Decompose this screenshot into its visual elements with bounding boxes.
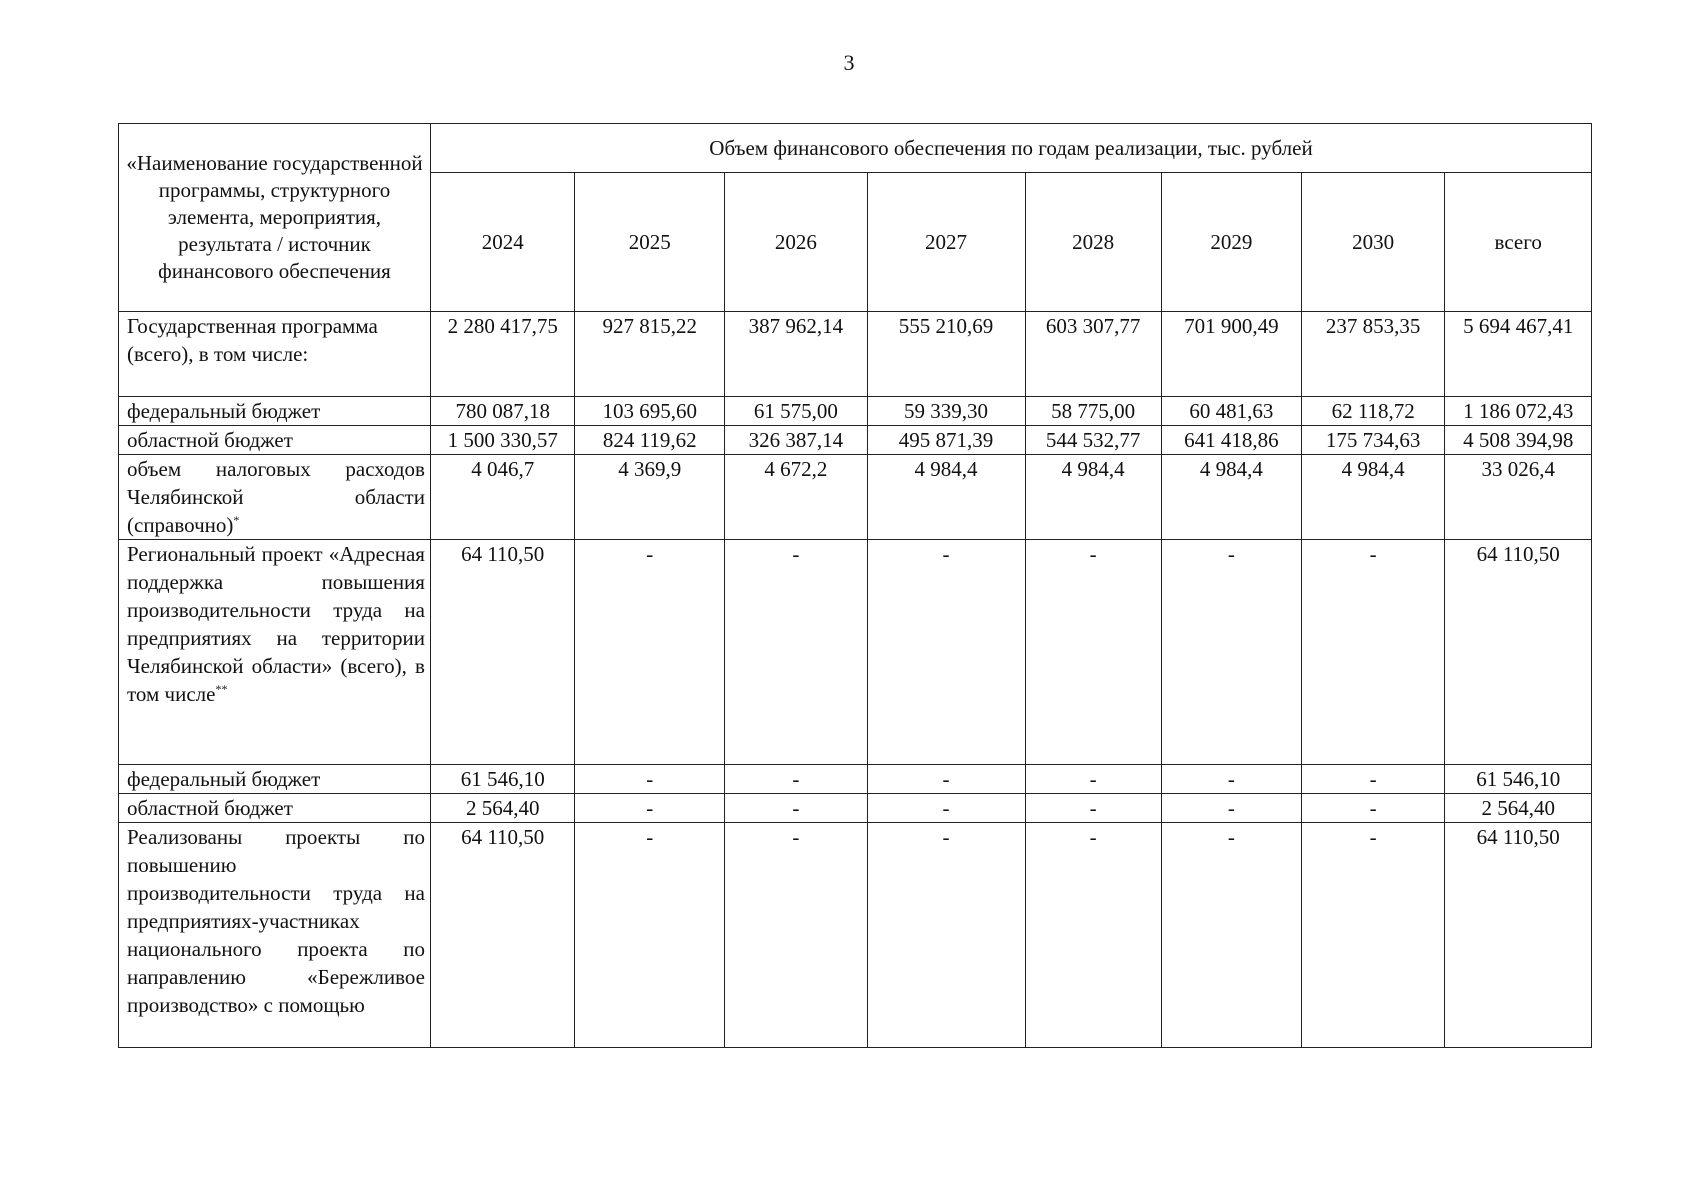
value-cell: 64 110,50: [430, 823, 574, 1048]
total-cell: 4 508 394,98: [1445, 426, 1592, 455]
value-cell: 4 984,4: [1161, 455, 1301, 540]
footnote-mark: *: [233, 513, 240, 527]
financing-table: [118, 123, 1592, 1048]
row-name: областной бюджет: [127, 796, 293, 820]
value-cell: -: [575, 823, 725, 1048]
table-row: [119, 426, 1592, 455]
value-cell: -: [867, 823, 1025, 1048]
value-cell: 495 871,39: [867, 426, 1025, 455]
value-cell: 544 532,77: [1025, 426, 1161, 455]
header-year-2030: 2030: [1301, 173, 1444, 312]
value-cell: 62 118,72: [1301, 397, 1444, 426]
total-cell: 61 546,10: [1445, 765, 1592, 794]
row-name: областной бюджет: [127, 428, 293, 452]
table-row: [119, 455, 1592, 540]
row-name-cell: [119, 540, 431, 765]
value-cell: -: [1025, 823, 1161, 1048]
value-cell: 824 119,62: [575, 426, 725, 455]
header-year-2029: 2029: [1161, 173, 1301, 312]
header-year-2024: 2024: [430, 173, 574, 312]
value-cell: 603 307,77: [1025, 312, 1161, 397]
row-name-cell: [119, 312, 431, 397]
value-cell: 4 369,9: [575, 455, 725, 540]
page-number: 3: [843, 50, 855, 75]
value-cell: 237 853,35: [1301, 312, 1444, 397]
value-cell: 2 280 417,75: [430, 312, 574, 397]
value-cell: -: [725, 765, 867, 794]
value-cell: -: [725, 823, 867, 1048]
value-cell: -: [575, 794, 725, 823]
header-year-2027: 2027: [867, 173, 1025, 312]
table-row: [119, 312, 1592, 397]
value-cell: -: [1161, 823, 1301, 1048]
row-name-cell: [119, 794, 431, 823]
value-cell: 61 546,10: [430, 765, 574, 794]
value-cell: 4 984,4: [1025, 455, 1161, 540]
footnote-mark: **: [215, 682, 228, 696]
value-cell: 64 110,50: [430, 540, 574, 765]
row-name: Реализованы проекты по повышению производительности труда на предприятиях-участниках национального проекта по направлению «Бережливое производство» с помощью: [127, 825, 425, 1017]
value-cell: -: [1161, 540, 1301, 765]
value-cell: 4 672,2: [725, 455, 867, 540]
row-name-cell: [119, 426, 431, 455]
value-cell: 4 046,7: [430, 455, 574, 540]
value-cell: -: [575, 540, 725, 765]
total-cell: 5 694 467,41: [1445, 312, 1592, 397]
value-cell: -: [1301, 794, 1444, 823]
table-row: [119, 765, 1592, 794]
row-name: федеральный бюджет: [127, 767, 321, 791]
value-cell: -: [1301, 765, 1444, 794]
value-cell: 387 962,14: [725, 312, 867, 397]
value-cell: -: [1025, 540, 1161, 765]
value-cell: 175 734,63: [1301, 426, 1444, 455]
value-cell: 4 984,4: [867, 455, 1025, 540]
value-cell: 555 210,69: [867, 312, 1025, 397]
value-cell: -: [725, 540, 867, 765]
value-cell: -: [575, 765, 725, 794]
row-name: федеральный бюджет: [127, 399, 321, 423]
header-row-group: [119, 124, 1592, 173]
value-cell: -: [1161, 765, 1301, 794]
table-row: [119, 794, 1592, 823]
row-name: Государственная программа (всего), в том числе:: [127, 314, 378, 366]
value-cell: 701 900,49: [1161, 312, 1301, 397]
value-cell: -: [867, 765, 1025, 794]
row-name-cell: [119, 765, 431, 794]
value-cell: 4 984,4: [1301, 455, 1444, 540]
value-cell: -: [1301, 540, 1444, 765]
value-cell: 61 575,00: [725, 397, 867, 426]
value-cell: 1 500 330,57: [430, 426, 574, 455]
value-cell: -: [867, 540, 1025, 765]
table-row: [119, 823, 1592, 1048]
total-cell: 1 186 072,43: [1445, 397, 1592, 426]
value-cell: 58 775,00: [1025, 397, 1161, 426]
value-cell: -: [867, 794, 1025, 823]
header-program-name: «Наименование государственной программы, структурного элемента, мероприятия, результата / источник финансового обеспечения: [119, 124, 431, 312]
total-cell: 2 564,40: [1445, 794, 1592, 823]
total-cell: 64 110,50: [1445, 540, 1592, 765]
row-name: объем налоговых расходов Челябинской области (справочно): [127, 457, 425, 537]
table-row: [119, 397, 1592, 426]
row-name-cell: [119, 823, 431, 1048]
header-year-2026: 2026: [725, 173, 867, 312]
value-cell: 2 564,40: [430, 794, 574, 823]
value-cell: 59 339,30: [867, 397, 1025, 426]
total-cell: 33 026,4: [1445, 455, 1592, 540]
value-cell: 60 481,63: [1161, 397, 1301, 426]
header-year-2028: 2028: [1025, 173, 1161, 312]
value-cell: -: [1161, 794, 1301, 823]
header-year-2025: 2025: [575, 173, 725, 312]
value-cell: 103 695,60: [575, 397, 725, 426]
header-total: всего: [1445, 173, 1592, 312]
value-cell: 780 087,18: [430, 397, 574, 426]
value-cell: 641 418,86: [1161, 426, 1301, 455]
value-cell: -: [725, 794, 867, 823]
value-cell: -: [1025, 765, 1161, 794]
header-financing-volume: Объем финансового обеспечения по годам реализации, тыс. рублей: [430, 124, 1591, 173]
value-cell: 326 387,14: [725, 426, 867, 455]
value-cell: 927 815,22: [575, 312, 725, 397]
row-name: Региональный проект «Адресная поддержка повышения производительности труда на предприятиях на территории Челябинской области» (всего), в том числе: [127, 542, 425, 706]
value-cell: -: [1025, 794, 1161, 823]
row-name-cell: [119, 455, 431, 540]
total-cell: 64 110,50: [1445, 823, 1592, 1048]
row-name-cell: [119, 397, 431, 426]
value-cell: -: [1301, 823, 1444, 1048]
table-row: [119, 540, 1592, 765]
